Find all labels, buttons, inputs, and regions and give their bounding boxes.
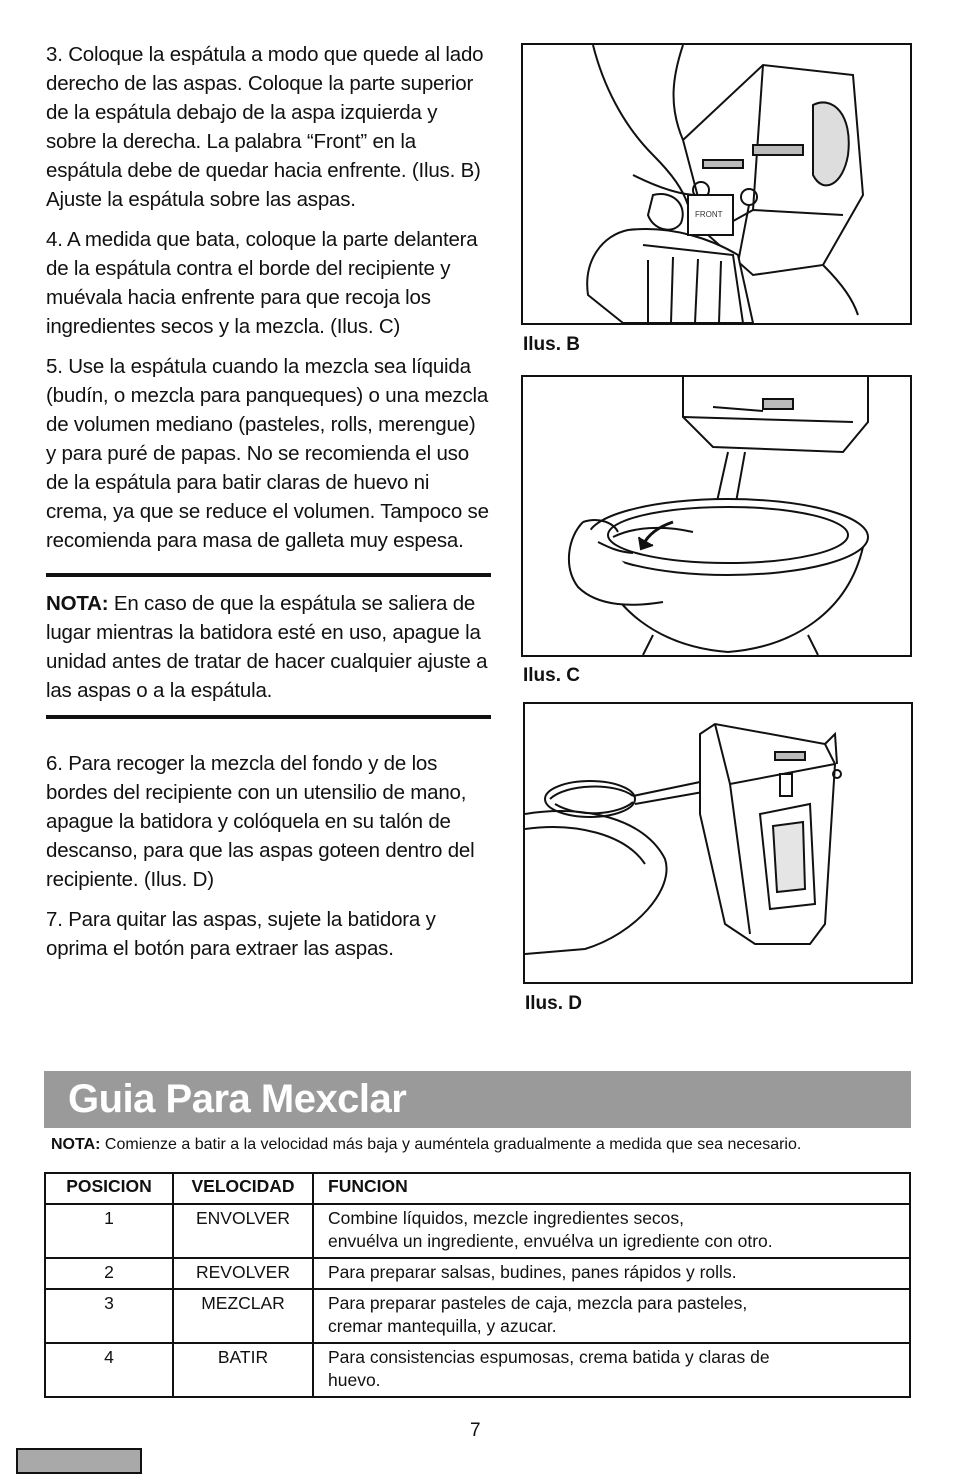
page-number: 7	[470, 1420, 481, 1441]
note-label: NOTA:	[46, 592, 109, 615]
instructions-column	[46, 40, 491, 974]
step-4: 4. A medida que bata, coloque la parte delantera de la espátula contra el borde del recipiente y muévala hacia enfrente para que recoja los ingredientes secos y la mezcla. (Ilus. C)	[46, 228, 478, 338]
mixing-guide-note	[51, 1136, 801, 1154]
function-line: Combine líquidos, mezcle ingredientes secos,	[328, 1208, 685, 1228]
cell-position: 3	[45, 1289, 173, 1343]
cell-function	[313, 1343, 910, 1397]
table-header-row	[45, 1173, 910, 1204]
cell-function	[313, 1204, 910, 1258]
front-label: FRONT	[695, 210, 723, 219]
cell-function	[313, 1289, 910, 1343]
figure-c-caption: Ilus. C	[523, 665, 581, 686]
figure-d-caption: Ilus. D	[525, 993, 583, 1014]
function-line: Para preparar pasteles de caja, mezcla para pasteles,	[328, 1293, 748, 1313]
step-7: 7. Para quitar las aspas, sujete la batidora y oprima el botón para extraer las aspas.	[46, 908, 436, 960]
function-line: huevo.	[328, 1370, 381, 1390]
cell-position: 1	[45, 1204, 173, 1258]
cell-position: 4	[45, 1343, 173, 1397]
note-text: En caso de que la espátula se saliera de lugar mientras la batidora esté en uso, apague la unidad antes de tratar de hacer cualquier ajuste a las aspas o a la espátula.	[46, 592, 488, 702]
figure-b	[521, 43, 912, 325]
header-position: POSICION	[45, 1173, 173, 1204]
cell-speed: ENVOLVER	[173, 1204, 313, 1258]
header-function: FUNCION	[313, 1173, 910, 1204]
step-6: 6. Para recoger la mezcla del fondo y de los bordes del recipiente con un utensilio de mano, apague la batidora y colóquela en su talón de descanso, para que las aspas goteen dentro del recipiente. (Ilus. D)	[46, 752, 475, 891]
guide-note-text: Comienze a batir a la velocidad más baja y auméntela gradualmente a medida que sea necesario.	[100, 1136, 802, 1153]
cell-speed: BATIR	[173, 1343, 313, 1397]
function-line: Para preparar salsas, budines, panes rápidos y rolls.	[328, 1262, 737, 1282]
spatula-note	[46, 573, 491, 719]
mixing-guide-title: Guia Para Mexclar	[68, 1077, 407, 1121]
function-line: Para consistencias espumosas, crema batida y claras de	[328, 1347, 770, 1367]
function-line: cremar mantequilla, y azucar.	[328, 1316, 557, 1336]
mixer-spatula-illustration	[523, 45, 910, 323]
table-row	[45, 1343, 910, 1397]
mixing-guide-table	[44, 1172, 911, 1398]
cell-speed: REVOLVER	[173, 1258, 313, 1289]
table-row	[45, 1258, 910, 1289]
footer-bar	[16, 1448, 142, 1474]
guide-note-label: NOTA:	[51, 1136, 101, 1153]
mixer-resting-illustration	[525, 704, 911, 982]
figure-b-caption: Ilus. B	[523, 334, 581, 355]
table-row	[45, 1204, 910, 1258]
mixing-guide-banner	[44, 1071, 911, 1128]
cell-speed: MEZCLAR	[173, 1289, 313, 1343]
step-5: 5. Use la espátula cuando la mezcla sea líquida (budín, o mezcla para panqueques) o una mezcla de volumen mediano (pasteles, rolls, merengue) y para puré de papas. No se recomienda el uso de la espátula para batir claras de huevo ni crema, ya que se reduce el volumen. Tampoco se recomienda para masa de galleta muy espesa.	[46, 355, 489, 552]
mixer-bowl-illustration	[523, 377, 910, 655]
figure-d	[523, 702, 913, 984]
table-row	[45, 1289, 910, 1343]
cell-function	[313, 1258, 910, 1289]
step-3: 3. Coloque la espátula a modo que quede al lado derecho de las aspas. Coloque la parte superior de la espátula debajo de la aspa izquierda y sobre la derecha. La palabra “Front” en la espátula debe de quedar hacia enfrente. (Ilus. B) Ajuste la espátula sobre las aspas.	[46, 43, 484, 211]
figure-c	[521, 375, 912, 657]
header-speed: VELOCIDAD	[173, 1173, 313, 1204]
cell-position: 2	[45, 1258, 173, 1289]
function-line: envuélva un ingrediente, envuélva un igrediente con otro.	[328, 1231, 773, 1251]
